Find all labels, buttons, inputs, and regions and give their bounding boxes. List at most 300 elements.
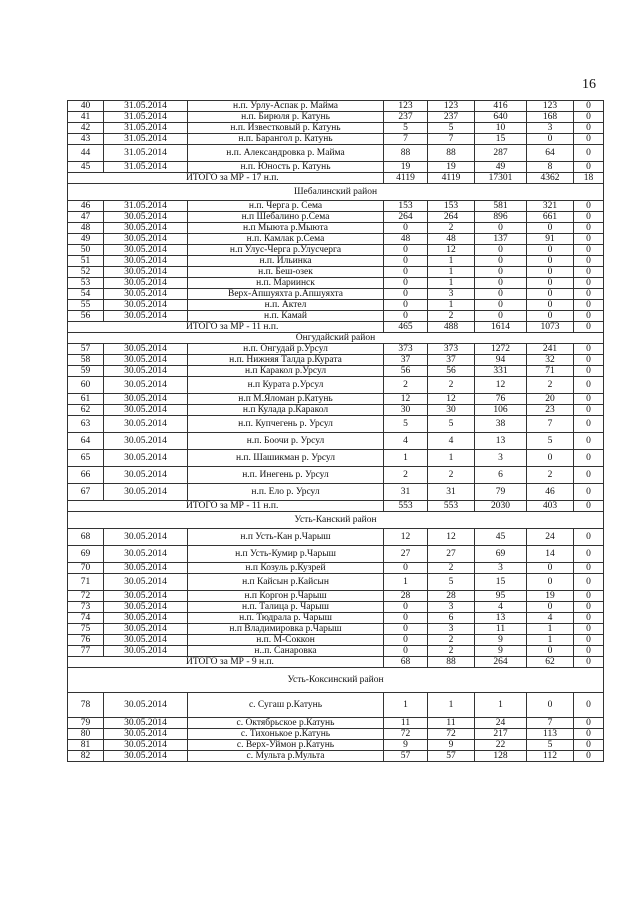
value-cell: 0	[574, 101, 604, 112]
settlement-cell: с. Тихонькое р.Катунь	[188, 729, 384, 740]
value-cell: 0	[574, 635, 604, 646]
value-cell: 123	[527, 101, 574, 112]
value-cell: 0	[527, 289, 574, 300]
row-number-cell: 53	[68, 278, 104, 289]
total-value-cell: 465	[384, 322, 428, 333]
value-cell: 0	[527, 450, 574, 467]
value-cell: 241	[527, 344, 574, 355]
value-cell: 0	[384, 646, 428, 657]
value-cell: 91	[527, 234, 574, 245]
value-cell: 2	[428, 635, 475, 646]
table-row	[68, 450, 604, 467]
table-row	[68, 546, 604, 563]
value-cell: 95	[475, 591, 527, 602]
value-cell: 4	[475, 602, 527, 613]
value-cell: 640	[475, 112, 527, 123]
table-row	[68, 377, 604, 394]
value-cell: 137	[475, 234, 527, 245]
settlement-cell: н.п. Бирюля р. Катунь	[188, 112, 384, 123]
row-number-cell: 46	[68, 201, 104, 212]
row-number-cell: 76	[68, 635, 104, 646]
settlement-cell: н.п. Барангол р. Катунь	[188, 134, 384, 145]
value-cell: 13	[475, 433, 527, 450]
value-cell: 24	[527, 529, 574, 546]
value-cell: 0	[574, 289, 604, 300]
value-cell: 2	[428, 646, 475, 657]
settlement-cell: н.п. Урлу-Аспак р. Майма	[188, 101, 384, 112]
value-cell: 2	[384, 467, 428, 484]
value-cell: 2	[428, 223, 475, 234]
value-cell: 581	[475, 201, 527, 212]
value-cell: 12	[384, 529, 428, 546]
settlement-cell: н.п. Камай	[188, 311, 384, 322]
table-row	[68, 740, 604, 751]
value-cell: 0	[384, 563, 428, 574]
date-cell: 30.05.2014	[104, 484, 188, 501]
table-row	[68, 394, 604, 405]
table-row	[68, 751, 604, 762]
date-cell: 30.05.2014	[104, 212, 188, 223]
date-cell: 30.05.2014	[104, 450, 188, 467]
table-row	[68, 529, 604, 546]
row-number-cell: 70	[68, 563, 104, 574]
value-cell: 0	[527, 267, 574, 278]
value-cell: 0	[574, 467, 604, 484]
date-cell: 30.05.2014	[104, 245, 188, 256]
value-cell: 12	[384, 394, 428, 405]
value-cell: 0	[574, 355, 604, 366]
value-cell: 15	[475, 574, 527, 591]
row-number-cell: 67	[68, 484, 104, 501]
row-number-cell: 56	[68, 311, 104, 322]
value-cell: 5	[384, 123, 428, 134]
total-value-cell: 264	[475, 657, 527, 668]
value-cell: 264	[384, 212, 428, 223]
row-number-cell: 50	[68, 245, 104, 256]
table-row	[68, 729, 604, 740]
value-cell: 0	[574, 267, 604, 278]
total-value-cell: 553	[428, 501, 475, 512]
value-cell: 1	[428, 693, 475, 718]
value-cell: 56	[384, 366, 428, 377]
value-cell: 0	[527, 245, 574, 256]
section-row	[68, 333, 604, 344]
value-cell: 1	[428, 278, 475, 289]
value-cell: 0	[574, 134, 604, 145]
value-cell: 5	[428, 574, 475, 591]
value-cell: 0	[574, 751, 604, 762]
value-cell: 0	[574, 433, 604, 450]
table-row	[68, 289, 604, 300]
row-number-cell: 71	[68, 574, 104, 591]
settlement-cell: Верх-Апшуяхта р.Апшуяхта	[188, 289, 384, 300]
row-number-cell: 55	[68, 300, 104, 311]
value-cell: 9	[475, 635, 527, 646]
value-cell: 12	[475, 377, 527, 394]
value-cell: 0	[574, 223, 604, 234]
table-row	[68, 602, 604, 613]
value-cell: 0	[527, 134, 574, 145]
settlement-cell: н.п Усть-Кан р.Чарыш	[188, 529, 384, 546]
section-heading: Онгудайский район	[68, 333, 604, 344]
value-cell: 321	[527, 201, 574, 212]
total-value-cell: 0	[574, 501, 604, 512]
settlement-cell: н.п Коргон р.Чарыш	[188, 591, 384, 602]
date-cell: 30.05.2014	[104, 267, 188, 278]
value-cell: 11	[428, 718, 475, 729]
table-row	[68, 245, 604, 256]
value-cell: 0	[527, 223, 574, 234]
value-cell: 237	[384, 112, 428, 123]
value-cell: 88	[384, 145, 428, 162]
value-cell: 7	[527, 718, 574, 729]
total-value-cell: 62	[527, 657, 574, 668]
value-cell: 0	[574, 602, 604, 613]
value-cell: 28	[428, 591, 475, 602]
value-cell: 15	[475, 134, 527, 145]
value-cell: 6	[428, 613, 475, 624]
value-cell: 106	[475, 405, 527, 416]
date-cell: 30.05.2014	[104, 529, 188, 546]
value-cell: 4	[527, 613, 574, 624]
table-body	[68, 101, 604, 762]
value-cell: 331	[475, 366, 527, 377]
date-cell: 30.05.2014	[104, 751, 188, 762]
value-cell: 0	[384, 613, 428, 624]
value-cell: 45	[475, 529, 527, 546]
value-cell: 661	[527, 212, 574, 223]
date-cell: 30.05.2014	[104, 289, 188, 300]
total-value-cell: 88	[428, 657, 475, 668]
settlement-cell: с. Октябрьское р.Катунь	[188, 718, 384, 729]
value-cell: 7	[527, 416, 574, 433]
row-number-cell: 40	[68, 101, 104, 112]
value-cell: 24	[475, 718, 527, 729]
table-row	[68, 646, 604, 657]
value-cell: 0	[574, 212, 604, 223]
settlement-cell: н.п. Черга р. Сема	[188, 201, 384, 212]
row-number-cell: 63	[68, 416, 104, 433]
table-row	[68, 267, 604, 278]
total-value-cell: 1614	[475, 322, 527, 333]
value-cell: 0	[574, 278, 604, 289]
table-row	[68, 484, 604, 501]
date-cell: 31.05.2014	[104, 134, 188, 145]
value-cell: 0	[384, 311, 428, 322]
table-row	[68, 613, 604, 624]
value-cell: 1	[527, 635, 574, 646]
value-cell: 31	[384, 484, 428, 501]
value-cell: 0	[574, 740, 604, 751]
value-cell: 1	[428, 450, 475, 467]
value-cell: 12	[428, 394, 475, 405]
value-cell: 3	[428, 289, 475, 300]
value-cell: 72	[384, 729, 428, 740]
table-row	[68, 278, 604, 289]
value-cell: 0	[384, 256, 428, 267]
value-cell: 19	[527, 591, 574, 602]
value-cell: 237	[428, 112, 475, 123]
value-cell: 11	[384, 718, 428, 729]
value-cell: 0	[574, 718, 604, 729]
value-cell: 12	[428, 245, 475, 256]
settlement-cell: н.п Козуль р.Кузрей	[188, 563, 384, 574]
row-number-cell: 42	[68, 123, 104, 134]
value-cell: 0	[527, 574, 574, 591]
section-row	[68, 512, 604, 529]
value-cell: 153	[428, 201, 475, 212]
value-cell: 37	[384, 355, 428, 366]
table-row	[68, 366, 604, 377]
table-row	[68, 405, 604, 416]
settlement-cell: н.п Шебалино р.Сема	[188, 212, 384, 223]
value-cell: 0	[475, 245, 527, 256]
value-cell: 31	[428, 484, 475, 501]
row-number-cell: 81	[68, 740, 104, 751]
value-cell: 0	[475, 223, 527, 234]
settlement-cell: н.п. Юность р. Катунь	[188, 162, 384, 173]
total-value-cell: 18	[574, 173, 604, 184]
total-row	[68, 173, 604, 184]
value-cell: 0	[384, 245, 428, 256]
table-row	[68, 212, 604, 223]
table-row	[68, 563, 604, 574]
value-cell: 168	[527, 112, 574, 123]
date-cell: 31.05.2014	[104, 123, 188, 134]
table-row	[68, 234, 604, 245]
value-cell: 123	[428, 101, 475, 112]
row-number-cell: 79	[68, 718, 104, 729]
row-number-cell: 48	[68, 223, 104, 234]
value-cell: 0	[475, 256, 527, 267]
value-cell: 12	[428, 529, 475, 546]
value-cell: 28	[384, 591, 428, 602]
value-cell: 0	[384, 223, 428, 234]
settlement-cell: н.п Курата р.Урсул	[188, 377, 384, 394]
value-cell: 37	[428, 355, 475, 366]
value-cell: 2	[428, 467, 475, 484]
table-row	[68, 123, 604, 134]
row-number-cell: 58	[68, 355, 104, 366]
row-number-cell: 80	[68, 729, 104, 740]
value-cell: 0	[574, 162, 604, 173]
date-cell: 30.05.2014	[104, 718, 188, 729]
row-number-cell: 68	[68, 529, 104, 546]
value-cell: 48	[428, 234, 475, 245]
total-value-cell: 4119	[384, 173, 428, 184]
value-cell: 128	[475, 751, 527, 762]
date-cell: 30.05.2014	[104, 635, 188, 646]
value-cell: 38	[475, 416, 527, 433]
row-number-cell: 54	[68, 289, 104, 300]
total-label: ИТОГО за МР - 11 н.п.	[68, 501, 384, 512]
settlement-cell: н.п. Талица р. Чарыш	[188, 602, 384, 613]
date-cell: 30.05.2014	[104, 574, 188, 591]
date-cell: 30.05.2014	[104, 223, 188, 234]
value-cell: 0	[527, 256, 574, 267]
value-cell: 5	[527, 740, 574, 751]
table-row	[68, 134, 604, 145]
value-cell: 0	[574, 574, 604, 591]
value-cell: 0	[574, 394, 604, 405]
value-cell: 6	[475, 467, 527, 484]
value-cell: 0	[574, 234, 604, 245]
settlement-cell: с. Мульта р.Мульта	[188, 751, 384, 762]
value-cell: 1	[475, 693, 527, 718]
value-cell: 3	[428, 602, 475, 613]
value-cell: 0	[384, 300, 428, 311]
value-cell: 0	[574, 624, 604, 635]
value-cell: 0	[384, 278, 428, 289]
date-cell: 31.05.2014	[104, 162, 188, 173]
date-cell: 30.05.2014	[104, 729, 188, 740]
value-cell: 8	[527, 162, 574, 173]
value-cell: 373	[384, 344, 428, 355]
data-table	[67, 100, 604, 762]
value-cell: 0	[527, 602, 574, 613]
section-heading: Усть-Коксинский район	[68, 668, 604, 693]
value-cell: 896	[475, 212, 527, 223]
value-cell: 0	[527, 300, 574, 311]
date-cell: 30.05.2014	[104, 591, 188, 602]
date-cell: 30.05.2014	[104, 377, 188, 394]
value-cell: 7	[428, 134, 475, 145]
row-number-cell: 75	[68, 624, 104, 635]
row-number-cell: 66	[68, 467, 104, 484]
settlement-cell: н.п. М-Соккон	[188, 635, 384, 646]
row-number-cell: 72	[68, 591, 104, 602]
value-cell: 10	[475, 123, 527, 134]
value-cell: 0	[574, 693, 604, 718]
value-cell: 19	[384, 162, 428, 173]
table-row	[68, 718, 604, 729]
settlement-cell: н.п. Шашикман р. Урсул	[188, 450, 384, 467]
date-cell: 30.05.2014	[104, 355, 188, 366]
date-cell: 30.05.2014	[104, 602, 188, 613]
date-cell: 30.05.2014	[104, 344, 188, 355]
value-cell: 4	[428, 433, 475, 450]
date-cell: 30.05.2014	[104, 278, 188, 289]
value-cell: 0	[574, 300, 604, 311]
row-number-cell: 73	[68, 602, 104, 613]
table-row	[68, 344, 604, 355]
value-cell: 0	[574, 450, 604, 467]
value-cell: 2	[527, 467, 574, 484]
settlement-cell: н.п. Купчегень р. Урсул	[188, 416, 384, 433]
value-cell: 11	[475, 624, 527, 635]
value-cell: 0	[574, 311, 604, 322]
row-number-cell: 41	[68, 112, 104, 123]
value-cell: 264	[428, 212, 475, 223]
table-row	[68, 223, 604, 234]
total-value-cell: 403	[527, 501, 574, 512]
value-cell: 0	[527, 278, 574, 289]
table-row	[68, 416, 604, 433]
value-cell: 7	[384, 134, 428, 145]
value-cell: 1	[428, 300, 475, 311]
value-cell: 0	[475, 311, 527, 322]
value-cell: 3	[527, 123, 574, 134]
value-cell: 0	[574, 405, 604, 416]
value-cell: 30	[384, 405, 428, 416]
value-cell: 9	[384, 740, 428, 751]
row-number-cell: 69	[68, 546, 104, 563]
page-number: 16	[582, 77, 596, 92]
value-cell: 5	[428, 416, 475, 433]
table-row	[68, 300, 604, 311]
total-value-cell: 17301	[475, 173, 527, 184]
total-value-cell: 0	[574, 322, 604, 333]
settlement-cell: н.п Усть-Кумир р.Чарыш	[188, 546, 384, 563]
settlement-cell: н.п. Ильинка	[188, 256, 384, 267]
value-cell: 113	[527, 729, 574, 740]
total-value-cell: 0	[574, 657, 604, 668]
table-row	[68, 433, 604, 450]
section-row	[68, 668, 604, 693]
total-value-cell: 68	[384, 657, 428, 668]
table-row	[68, 162, 604, 173]
date-cell: 30.05.2014	[104, 624, 188, 635]
table-row	[68, 311, 604, 322]
table-row	[68, 256, 604, 267]
row-number-cell: 60	[68, 377, 104, 394]
date-cell: 30.05.2014	[104, 416, 188, 433]
value-cell: 0	[574, 563, 604, 574]
row-number-cell: 61	[68, 394, 104, 405]
date-cell: 30.05.2014	[104, 394, 188, 405]
value-cell: 373	[428, 344, 475, 355]
date-cell: 30.05.2014	[104, 311, 188, 322]
value-cell: 72	[428, 729, 475, 740]
table-row	[68, 635, 604, 646]
total-value-cell: 488	[428, 322, 475, 333]
date-cell: 30.05.2014	[104, 256, 188, 267]
value-cell: 0	[475, 267, 527, 278]
date-cell: 30.05.2014	[104, 546, 188, 563]
value-cell: 27	[428, 546, 475, 563]
section-heading: Усть-Канский район	[68, 512, 604, 529]
value-cell: 0	[574, 591, 604, 602]
value-cell: 0	[527, 646, 574, 657]
date-cell: 30.05.2014	[104, 366, 188, 377]
value-cell: 1	[384, 693, 428, 718]
value-cell: 0	[384, 267, 428, 278]
value-cell: 32	[527, 355, 574, 366]
value-cell: 0	[574, 377, 604, 394]
value-cell: 0	[527, 563, 574, 574]
value-cell: 1	[384, 574, 428, 591]
value-cell: 1	[527, 624, 574, 635]
value-cell: 0	[475, 300, 527, 311]
section-heading: Шебалинский район	[68, 184, 604, 201]
date-cell: 30.05.2014	[104, 613, 188, 624]
value-cell: 56	[428, 366, 475, 377]
row-number-cell: 82	[68, 751, 104, 762]
section-row	[68, 184, 604, 201]
value-cell: 69	[475, 546, 527, 563]
value-cell: 22	[475, 740, 527, 751]
table-row	[68, 201, 604, 212]
row-number-cell: 52	[68, 267, 104, 278]
value-cell: 20	[527, 394, 574, 405]
settlement-cell: н.п М.Яломан р.Катунь	[188, 394, 384, 405]
total-value-cell: 4362	[527, 173, 574, 184]
value-cell: 5	[527, 433, 574, 450]
value-cell: 30	[428, 405, 475, 416]
row-number-cell: 59	[68, 366, 104, 377]
value-cell: 9	[475, 646, 527, 657]
row-number-cell: 45	[68, 162, 104, 173]
